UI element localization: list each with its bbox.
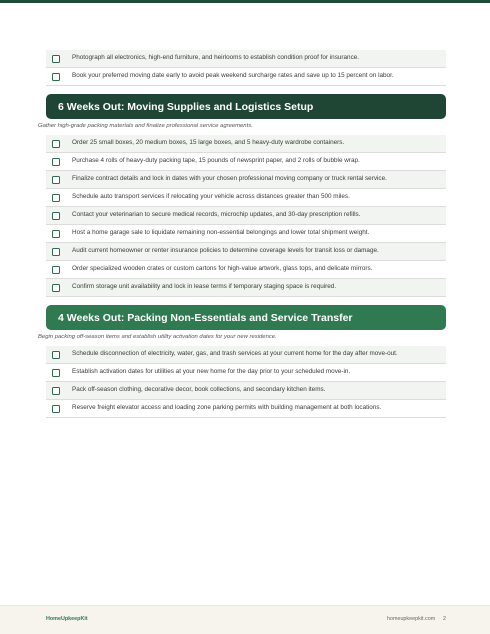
checkbox-icon[interactable] xyxy=(52,212,60,220)
checklist-item xyxy=(46,68,446,86)
checklist-item-text: Pack off-season clothing, decorative decor, book collections, and secondary kitchen items. xyxy=(72,386,326,393)
checkbox-icon[interactable] xyxy=(52,266,60,274)
checklist-item xyxy=(46,279,446,297)
top-rule xyxy=(0,0,490,3)
checklist-content xyxy=(38,50,446,418)
checklist-item-text: Audit current homeowner or renter insurance policies to determine coverage levels for transit loss or damage. xyxy=(72,247,379,254)
footer-separator: · xyxy=(438,616,440,622)
section-6-list xyxy=(46,135,446,297)
checklist-item xyxy=(46,364,446,382)
checklist-item xyxy=(46,153,446,171)
section-subtitle: Gather high-grade packing materials and finalize professional service agreements. xyxy=(38,123,253,129)
section-header-6-weeks xyxy=(46,94,446,119)
checklist-item-text: Schedule auto transport services if relocating your vehicle across distances greater than 500 miles. xyxy=(72,193,350,200)
footer-page-info xyxy=(387,616,446,622)
checklist-item-text: Schedule disconnection of electricity, water, gas, and trash services at your current home for the day after move-out. xyxy=(72,350,398,357)
checklist-item xyxy=(46,261,446,279)
checklist-item-text: Finalize contract details and lock in dates with your chosen professional moving company or truck rental service. xyxy=(72,175,387,182)
checkbox-icon[interactable] xyxy=(52,194,60,202)
checkbox-icon[interactable] xyxy=(52,405,60,413)
checkbox-icon[interactable] xyxy=(52,351,60,359)
checkbox-icon[interactable] xyxy=(52,55,60,63)
checklist-item-text: Reserve freight elevator access and loading zone parking permits with building management at both locations. xyxy=(72,404,382,411)
checkbox-icon[interactable] xyxy=(52,248,60,256)
checklist-item xyxy=(46,50,446,68)
checklist-item xyxy=(46,400,446,418)
checklist-item-text: Establish activation dates for utilities at your new home for the day prior to your scheduled move-in. xyxy=(72,368,351,375)
section-header-4-weeks xyxy=(46,305,446,330)
checkbox-icon[interactable] xyxy=(52,284,60,292)
intro-list xyxy=(46,50,446,86)
checkbox-icon[interactable] xyxy=(52,176,60,184)
checklist-item-text: Host a home garage sale to liquidate remaining non-essential belongings and lower total shipment weight. xyxy=(72,229,370,236)
footer-page-number: 2 xyxy=(443,616,446,622)
checklist-item-text: Confirm storage unit availability and lock in lease terms if temporary staging space is required. xyxy=(72,283,337,290)
checklist-item-text: Photograph all electronics, high-end furniture, and heirlooms to establish condition proof for insurance. xyxy=(72,54,360,61)
checklist-item-text: Purchase 4 rolls of heavy-duty packing tape, 15 pounds of newsprint paper, and 2 rolls of bubble wrap. xyxy=(72,157,360,164)
checklist-item-text: Order 25 small boxes, 20 medium boxes, 15 large boxes, and 5 heavy-duty wardrobe containers. xyxy=(72,139,345,146)
checklist-item xyxy=(46,207,446,225)
checkbox-icon[interactable] xyxy=(52,387,60,395)
checklist-item xyxy=(46,382,446,400)
footer-site: homeupkeepkit.com xyxy=(386,616,436,622)
section-4-list xyxy=(46,346,446,418)
section-title: 6 Weeks Out: Moving Supplies and Logistics Setup xyxy=(58,100,314,113)
checklist-item xyxy=(46,225,446,243)
checkbox-icon[interactable] xyxy=(52,158,60,166)
footer-brand: HomeUpkeepKit xyxy=(46,616,88,622)
checklist-item xyxy=(46,346,446,364)
page-footer xyxy=(0,605,490,634)
checkbox-icon[interactable] xyxy=(52,73,60,81)
checkbox-icon[interactable] xyxy=(52,369,60,377)
checklist-item-text: Order specialized wooden crates or custom cartons for high-value artwork, glass tops, and delicate mirrors. xyxy=(72,265,373,272)
checklist-item-text: Contact your veterinarian to secure medical records, microchip updates, and 30-day prescription refills. xyxy=(72,211,361,218)
checklist-item-text: Book your preferred moving date early to avoid peak weekend surcharge rates and save up to 15 percent on labor. xyxy=(72,72,394,79)
checkbox-icon[interactable] xyxy=(52,230,60,238)
checklist-item xyxy=(46,189,446,207)
section-title: 4 Weeks Out: Packing Non-Essentials and Service Transfer xyxy=(58,311,353,324)
section-subtitle: Begin packing off-season items and establish utility activation dates for your new residence. xyxy=(38,334,277,340)
checkbox-icon[interactable] xyxy=(52,140,60,148)
checklist-item xyxy=(46,171,446,189)
checklist-item xyxy=(46,135,446,153)
checklist-item xyxy=(46,243,446,261)
